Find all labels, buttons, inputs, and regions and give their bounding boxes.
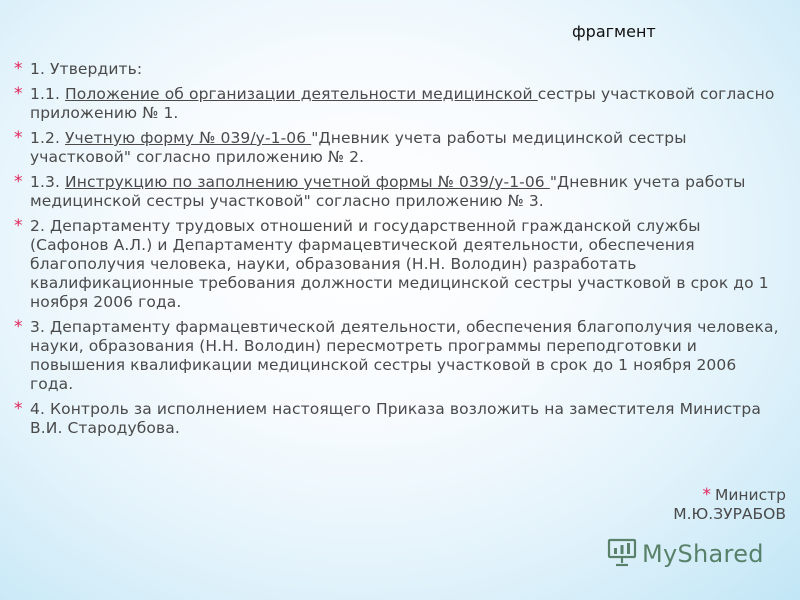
list-item: [14, 173, 784, 211]
bullet-asterisk-icon: *: [14, 84, 23, 104]
item-rest-text: "Дневник учета работы медицинской сестры участковой" согласно приложению № 2.: [30, 129, 687, 166]
item-prefix: 1.1.: [30, 85, 66, 103]
bullet-asterisk-icon: *: [14, 317, 23, 337]
signature-title-line: [673, 486, 786, 505]
list-item: [14, 129, 784, 167]
signature-name: М.Ю.ЗУРАБОВ: [673, 505, 786, 523]
item-prefix: 1.2.: [30, 129, 66, 147]
item-rest-text: сестры участковой согласно приложению № 1.: [30, 85, 775, 122]
order-items-list: [14, 60, 784, 444]
item-underlined-text: Учетную форму № 039/у-1-06: [65, 129, 312, 147]
item-prefix: 1.3.: [30, 173, 66, 191]
bullet-asterisk-icon: *: [14, 399, 23, 419]
bullet-asterisk-icon: *: [14, 128, 23, 148]
list-item: [14, 60, 784, 79]
fragment-label: фрагмент: [572, 22, 656, 41]
item-text: 2. Департаменту трудовых отношений и государственной гражданской службы (Сафонов А.Л.) и Департаменту фармацевтической деятельности, обеспечения благополучия человека, науки, образования (Н.Н. Володин) разработать квалификационные требования должности медицинской сестры участковой в срок до 1 ноября 2006 года.: [30, 217, 769, 311]
signature-title: Министр: [714, 486, 786, 504]
item-text: 3. Департаменту фармацевтической деятельности, обеспечения благополучия человека, науки, образования (Н.Н. Володин) пересмотреть программы переподготовки и повышения квалификации медицинской сестры участковой в срок до 1 ноября 2006 года.: [30, 318, 779, 393]
watermark-logo: [606, 536, 764, 572]
item-text: 1. Утвердить:: [30, 60, 143, 78]
bullet-asterisk-icon: *: [14, 59, 23, 79]
bullet-asterisk-icon: *: [14, 216, 23, 236]
list-item: [14, 85, 784, 123]
list-item: [14, 217, 784, 312]
item-underlined-text: Положение об организации деятельности медицинской: [65, 85, 538, 103]
item-underlined-text: Инструкцию по заполнению учетной формы № 039/у-1-06: [65, 173, 550, 191]
watermark-text: MyShared: [642, 540, 764, 568]
bullet-asterisk-icon: *: [14, 172, 23, 192]
item-rest-text: "Дневник учета работы медицинской сестры участковой" согласно приложению № 3.: [30, 173, 746, 210]
item-text: 4. Контроль за исполнением настоящего Приказа возложить на заместителя Министра В.И. Стародубова.: [30, 400, 761, 437]
bullet-asterisk-icon: *: [702, 485, 711, 505]
list-item: [14, 318, 784, 394]
presentation-board-icon: [606, 536, 638, 572]
signature-block: [673, 486, 786, 524]
list-item: [14, 400, 784, 438]
